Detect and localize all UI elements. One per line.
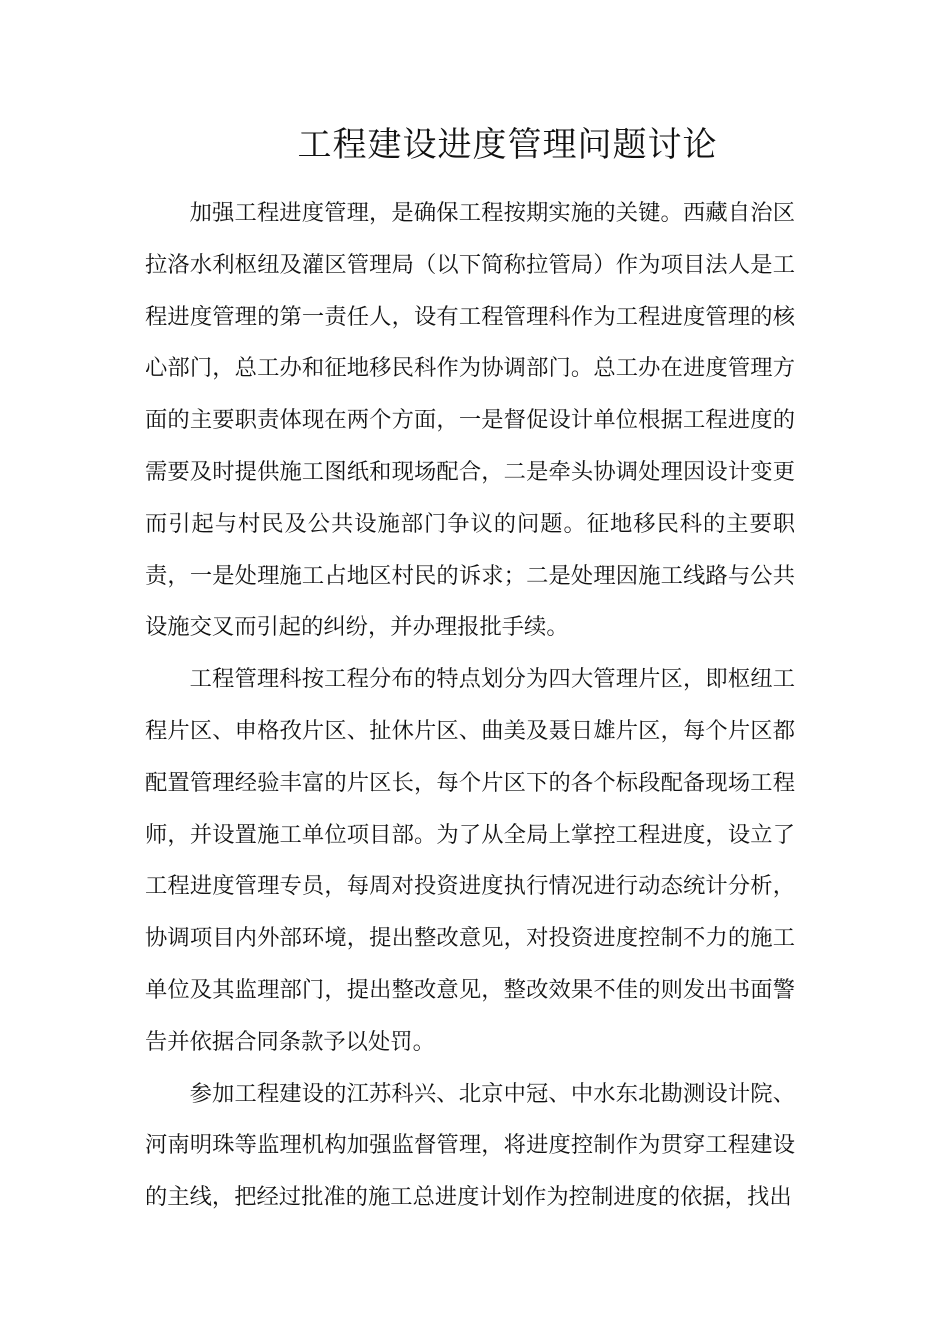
paragraph-1: 加强工程进度管理，是确保工程按期实施的关键。西藏自治区拉洛水利枢纽及灌区管理局（以下简称拉管局）作为项目法人是工程进度管理的第一责任人，设有工程管理科作为工程进度管理的核心部门，总工办和征地移民科作为协调部门。总工办在进度管理方面的主要职责体现在两个方面，一是督促设计单位根据工程进度的需要及时提供施工图纸和现场配合，二是牵头协调处理因设计变更而引起与村民及公共设施部门争议的问题。征地移民科的主要职责，一是处理施工占地区村民的诉求；二是处理因施工线路与公共设施交叉而引起的纠纷，并办理报批手续。 bbox=[145, 200, 795, 641]
paragraph-2: 工程管理科按工程分布的特点划分为四大管理片区，即枢纽工程片区、申格孜片区、扯休片区、曲美及聂日雄片区，每个片区都配置管理经验丰富的片区长，每个片区下的各个标段配备现场工程师，并设置施工单位项目部。为了从全局上掌控工程进度，设立了工程进度管理专员，每周对投资进度执行情况进行动态统计分析，协调项目内外部环境，提出整改意见，对投资进度控制不力的施工单位及其监理部门，提出整改意见，整改效果不佳的则发出书面警告并依据合同条款予以处罚。 bbox=[145, 666, 795, 1055]
document-body bbox=[145, 188, 795, 1224]
document-title: 工程建设进度管理问题讨论 bbox=[297, 125, 718, 165]
paragraph-3: 参加工程建设的江苏科兴、北京中冠、中水东北勘测设计院、河南明珠等监理机构加强监督管理，将进度控制作为贯穿工程建设的主线，把经过批准的施工总进度计划作为控制进度的依据，找出 bbox=[145, 1080, 795, 1211]
